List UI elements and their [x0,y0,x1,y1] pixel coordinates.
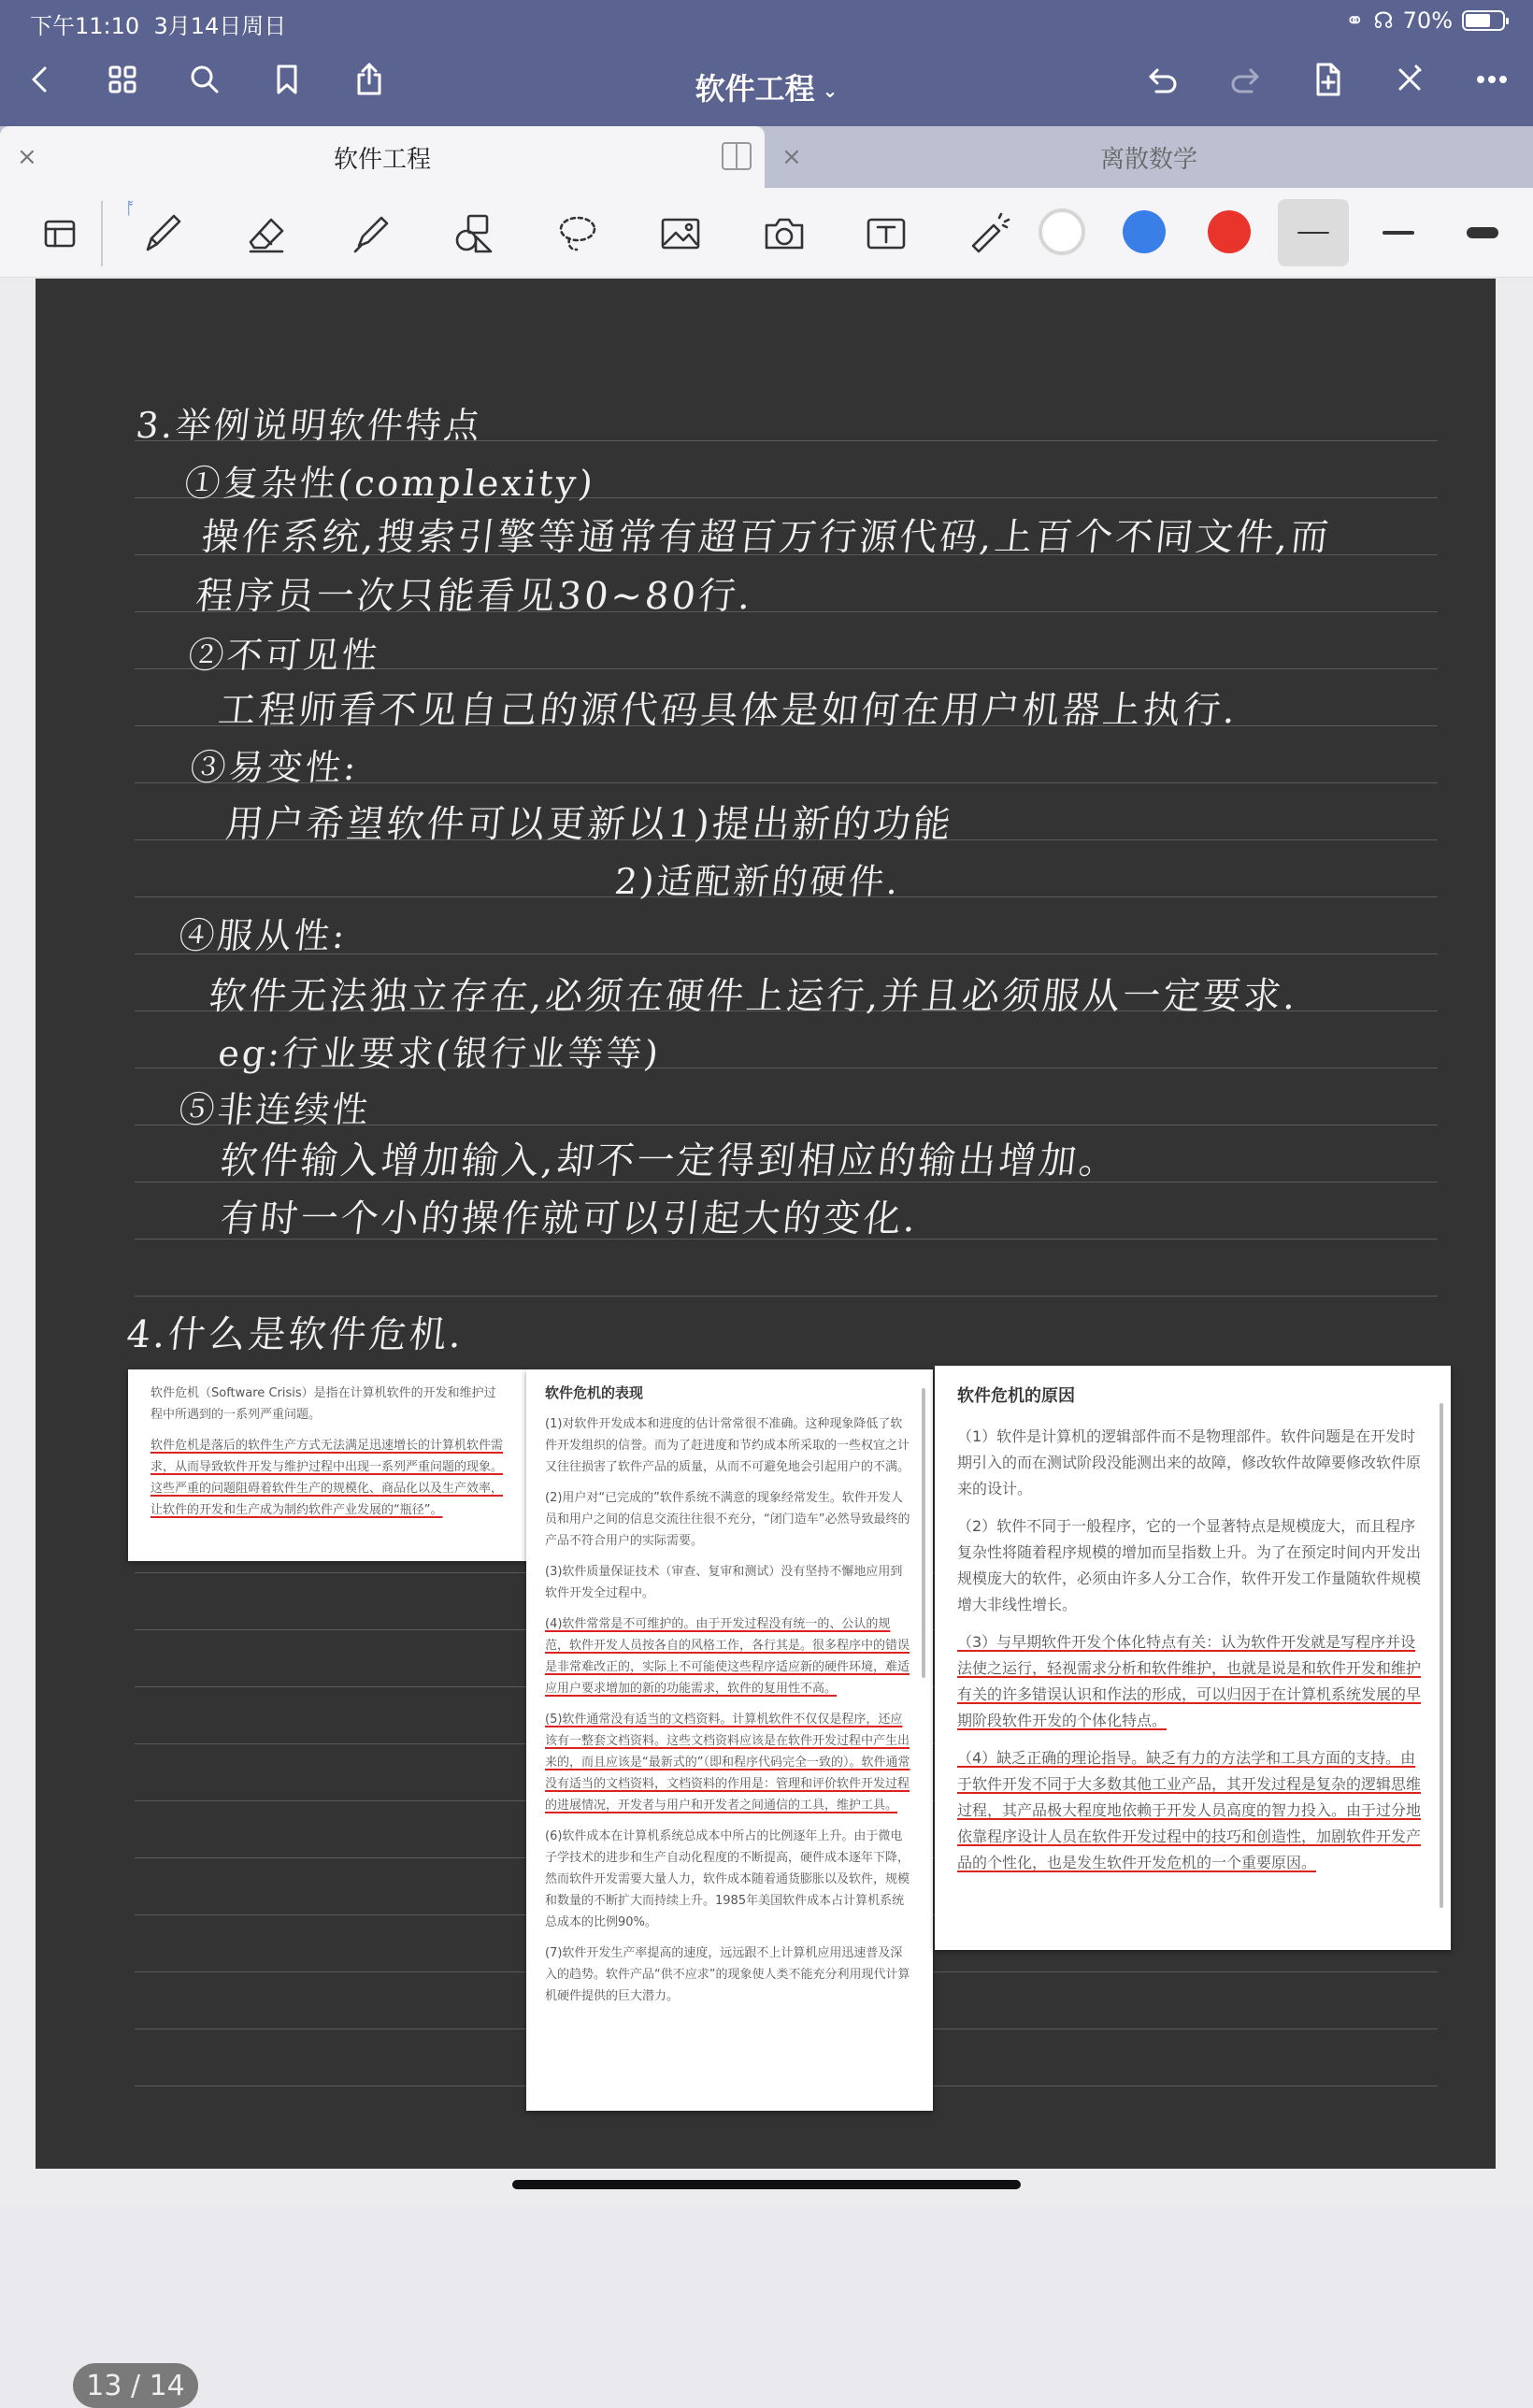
card-scrollbar[interactable] [1440,1403,1443,1908]
lasso-icon[interactable] [549,205,607,263]
stroke-thin-icon [1297,232,1329,234]
ruled-line [135,1296,1438,1297]
pen-icon[interactable] [133,205,191,263]
note-line-heading-4: 4.什么是软件危机. [124,1313,466,1356]
document-title-text: 软件工程 [695,71,815,107]
link-icon: ⚭ [1345,7,1365,34]
battery-text: 70% [1402,7,1453,34]
time-text: 下午11:10 [30,13,140,39]
note-line: 软件无法独立存在,必须在硬件上运行,并且必须服从一定要求. [207,975,1301,1018]
title-bar [0,0,1533,126]
redo-icon[interactable] [1224,58,1267,101]
card-paragraph: (2)用户对“已完成的”软件系统不满意的现象经常发生。软件开发人员和用户之间的信息交流往往很不充分，“闭门造车”必然导致最终的产品不符合用户的实际需要。 [545,1491,910,1548]
note-line: 工程师看不见自己的源代码具体是如何在用户机器上执行. [216,689,1240,732]
page-counter[interactable]: 13 / 14 [73,2363,198,2408]
stroke-thin-button[interactable] [1278,199,1349,266]
status-time [30,7,286,40]
color-red-swatch[interactable] [1208,210,1251,253]
tab-label: 离散数学 [1099,145,1197,174]
page-layout-icon[interactable] [33,205,91,263]
headphones-icon: ☊ [1373,7,1394,34]
highlighter-icon[interactable] [342,205,400,263]
card-title: 软件危机的原因 [957,1386,1075,1406]
card-paragraph: （1）软件是计算机的逻辑部件而不是物理部件。软件问题是在开发时期引入的而在测试阶段没能测出来的故障，修改软件故障要修改软件原来的设计。 [957,1427,1422,1498]
split-view-icon[interactable] [722,142,752,170]
tab-bar [0,126,1533,188]
document-title[interactable] [0,65,1533,108]
tab-close-icon[interactable]: × [17,143,37,171]
note-line: 有时一个小的操作就可以引起大的变化. [218,1197,921,1240]
add-page-icon[interactable] [1306,58,1349,101]
note-line: eg:行业要求(银行业等等) [216,1033,664,1074]
pasted-note-card-definition[interactable] [128,1369,530,1561]
text-icon[interactable] [857,205,915,263]
card-paragraph: (7)软件开发生产率提高的速度，远远跟不上计算机应用迅速普及深入的趋势。软件产品“供不应求”的现象使人类不能充分利用现代计算机硬件提供的巨大潜力。 [545,1946,910,2003]
stroke-medium-icon [1383,231,1414,235]
note-line-complexity: ①复杂性(complexity) [182,463,598,504]
more-icon[interactable] [1470,58,1513,101]
card-paragraph: (6)软件成本在计算机系统总成本中所占的比例逐年上升。由于微电子学技术的进步和生产自动化程度的不断提高，硬件成本逐年下降，然而软件开发需要大量人力，软件成本随着通货膨胀以及软件，规模和数量的不断扩大而持续上升。1985年美国软件成本占计算机系统总成本的比例90%。 [545,1829,910,1929]
card-paragraph: (1)对软件开发成本和进度的估计常常很不准确。这种现象降低了软件开发组织的信誉。而为了赶进度和节约成本所采取的一些权宜之计又往往损害了软件产品的质量，从而不可避免地会引起用户的不满。 [545,1417,910,1474]
pasted-note-card-causes[interactable] [935,1366,1451,1950]
home-indicator[interactable] [512,2180,1021,2189]
battery-icon [1462,10,1505,31]
drawing-toolbar [0,188,1533,278]
card-paragraph: (3)软件质量保证技术（审查、复审和测试）没有坚持不懈地应用到软件开发全过程中。 [545,1565,903,1600]
color-white-swatch[interactable] [1039,208,1085,255]
card-paragraph-annotated: (4)软件常常是不可维护的。由于开发过程没有统一的、公认的规范，软件开发人员按各自的风格工作，各行其是。很多程序中的错误是非常难改正的，实际上不可能使这些程序适应新的硬件环境，难适应用户要求增加的新的功能需求，软件的复用性不高。 [545,1617,910,1696]
card-paragraph-annotated: （4）缺乏正确的理论指导。缺乏有力的方法学和工具方面的支持。由于软件开发不同于大多数其他工业产品，其开发过程是复杂的逻辑思维过程，其产品极大程度地依赖于开发人员高度的智力投入。由于过分地依靠程序设计人员在软件开发过程中的技巧和创造性，加剧软件开发产品的个性化，也是发生软件开发危机的一个重要原因。 [957,1749,1422,1871]
tab-close-icon[interactable]: × [781,143,802,171]
note-line-discontinuity: ⑤非连续性 [177,1089,373,1130]
camera-icon[interactable] [755,205,813,263]
card-paragraph-annotated: (5)软件通常没有适当的文档资料。计算机软件不仅仅是程序，还应该有一整套文档资料。这些文档资料应该是在软件开发过程中产生出来的，而且应该是“最新式的”（即和程序代码完全一致的）。软件通常没有适当的文档资料，文档资料的作用是：管理和评价软件开发过程的进展情况，开发者与用户和开发者之间通信的工具，维护工具。 [545,1713,910,1813]
card-paragraph: 软件危机（Software Crisis）是指在计算机软件的开发和维护过程中所遇到的一系列严重问题。 [150,1386,496,1422]
note-line-heading-3: 3.举例说明软件特点 [134,405,485,446]
note-line-invisibility: ②不可见性 [186,635,382,676]
date-text: 3月14日周日 [153,13,287,39]
close-icon[interactable] [1388,58,1431,101]
image-icon[interactable] [652,205,709,263]
card-paragraph-annotated: （3）与早期软件开发个体化特点有关：认为软件开发就是写程序并设法使之运行，轻视需求分析和软件维护，也就是说是和软件开发和维护有关的许多错误认识和作法的形成，可以归因于在计算机系统发展的早期阶段软件开发的个体化特点。 [957,1633,1422,1729]
status-right [1345,7,1505,34]
card-paragraph: 软件危机是落后的软件生产方式无法满足迅速增长的计算机软件需求，从而导致软件开发与维护过程中出现一系列严重问题的现象。这些严重的问题阻碍着软件生产的规模化、商品化以及生产效率，让软件的开发和生产成为制约软件产业发展的“瓶径”。 [150,1439,504,1517]
color-blue-swatch[interactable] [1123,210,1166,253]
card-paragraph: （2）软件不同于一般程序，它的一个显著特点是规模庞大，而且程序复杂性将随着程序规模的增加而呈指数上升。为了在预定时间内开发出规模庞大的软件，必须由许多人分工合作，软件开发工作量随软件规模增大非线性增长。 [957,1517,1422,1613]
note-line: 用户希望软件可以更新以1)提出新的功能 [223,803,956,846]
stroke-thick-icon [1467,227,1498,238]
bluetooth-icon: ᚩ [125,199,136,219]
laser-pointer-icon[interactable] [958,205,1016,263]
note-line-changeability: ③易变性: [188,747,361,788]
note-line: 程序员一次只能看见30~80行. [193,575,756,618]
note-line: 操作系统,搜索引擎等通常有超百万行源代码,上百个不同文件,而 [199,516,1334,559]
stroke-thick-button[interactable] [1447,199,1518,266]
tab-label: 软件工程 [333,145,431,174]
shapes-icon[interactable] [444,205,502,263]
pasted-note-card-symptoms[interactable] [526,1369,933,2111]
note-line-conformity: ④服从性: [177,915,350,956]
eraser-icon[interactable] [237,205,295,263]
note-line: 软件输入增加输入,却不一定得到相应的输出增加。 [218,1140,1122,1182]
card-title: 软件危机的表现 [545,1384,644,1401]
undo-icon[interactable] [1141,58,1184,101]
note-page[interactable] [36,279,1496,2402]
stroke-medium-button[interactable] [1363,199,1434,266]
tab-discrete-math[interactable] [765,126,1533,188]
tab-software-engineering[interactable] [0,126,765,188]
toolbar-divider [101,201,103,266]
card-scrollbar[interactable] [922,1388,925,1678]
note-line: 2)适配新的硬件. [612,861,904,902]
chevron-down-icon: ⌄ [822,79,838,102]
